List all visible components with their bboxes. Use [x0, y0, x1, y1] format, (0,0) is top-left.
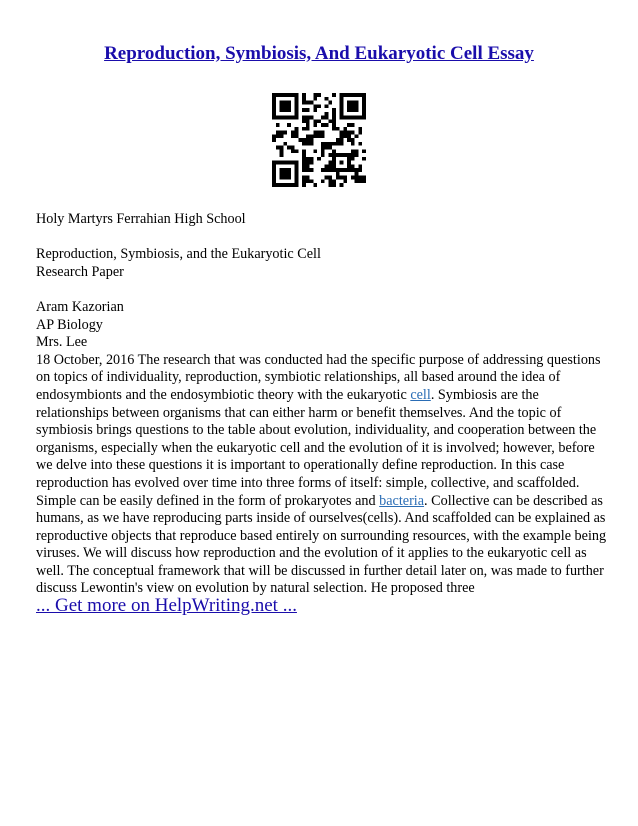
- essay-title-link[interactable]: Reproduction, Symbiosis, And Eukaryotic Cell Essay: [104, 43, 534, 64]
- teacher-name: Mrs. Lee: [36, 334, 88, 351]
- paragraph-line: well. The conceptual framework that will be discussed in further detail later on, was made to further: [36, 562, 604, 579]
- paragraph-line: humans, as we have reproducing parts inside of ourselves(cells). And scaffolded can be explained as: [36, 510, 606, 527]
- paragraph-line: 18 October, 2016 The research that was conducted had the specific purpose of addressing questions: [36, 351, 601, 368]
- paragraph-line: symbiosis brings questions to the table about evolution, individuality, and cooperation between the: [36, 422, 597, 439]
- paragraph-text: Simple can be easily defined in the form of prokaryotes and: [36, 492, 380, 509]
- get-more-link[interactable]: ... Get more on HelpWriting.net ...: [36, 595, 297, 616]
- paragraph-line: [36, 387, 604, 405]
- paragraph-line: reproduction has evolved over time into three forms of itself: simple, collective, and scaffolded.: [36, 474, 580, 491]
- paragraph-text: . Collective can be described as: [424, 492, 603, 509]
- paragraph-line: we delve into these questions it is important to operationally define reproduction. In this case: [36, 457, 565, 474]
- paragraph-line: organisms, especially when the eukaryotic cell and the evolution of it is involved; however, before: [36, 439, 595, 456]
- paper-title-line-2: Research Paper: [36, 263, 124, 280]
- paragraph-line: on topics of individuality, reproduction, symbiotic relationships, all based around the idea of: [36, 369, 561, 386]
- paper-heading: [36, 246, 604, 281]
- paragraph-line: reproductive objects that reproduce based entirely on surrounding resources, with the example being: [36, 527, 607, 544]
- paragraph-text: endosymbionts and the endosymbiotic theory with the eukaryotic: [36, 386, 411, 403]
- paragraph-text: . Symbiosis are the: [430, 386, 539, 403]
- document-body: [36, 211, 607, 598]
- paragraph-line: discuss Lewontin's view on evolution by natural selection. He proposed three: [36, 580, 475, 597]
- qr-code: [272, 93, 366, 187]
- bacteria-link[interactable]: bacteria: [379, 492, 425, 509]
- course-name: AP Biology: [36, 316, 103, 333]
- school-name: Holy Martyrs Ferrahian High School: [36, 211, 246, 227]
- paper-title-line-1: Reproduction, Symbiosis, and the Eukaryotic Cell: [36, 246, 321, 263]
- paragraph-line: relationships between organisms that can either harm or benefit themselves. And the topic of: [36, 404, 562, 421]
- author-name: Aram Kazorian: [36, 298, 124, 315]
- essay-text: [36, 298, 607, 598]
- cell-link[interactable]: cell: [410, 386, 431, 403]
- paragraph-line: viruses. We will discuss how reproduction and the evolution of it applies to the eukaryotic cell as: [36, 545, 587, 562]
- paragraph-line: [36, 493, 604, 511]
